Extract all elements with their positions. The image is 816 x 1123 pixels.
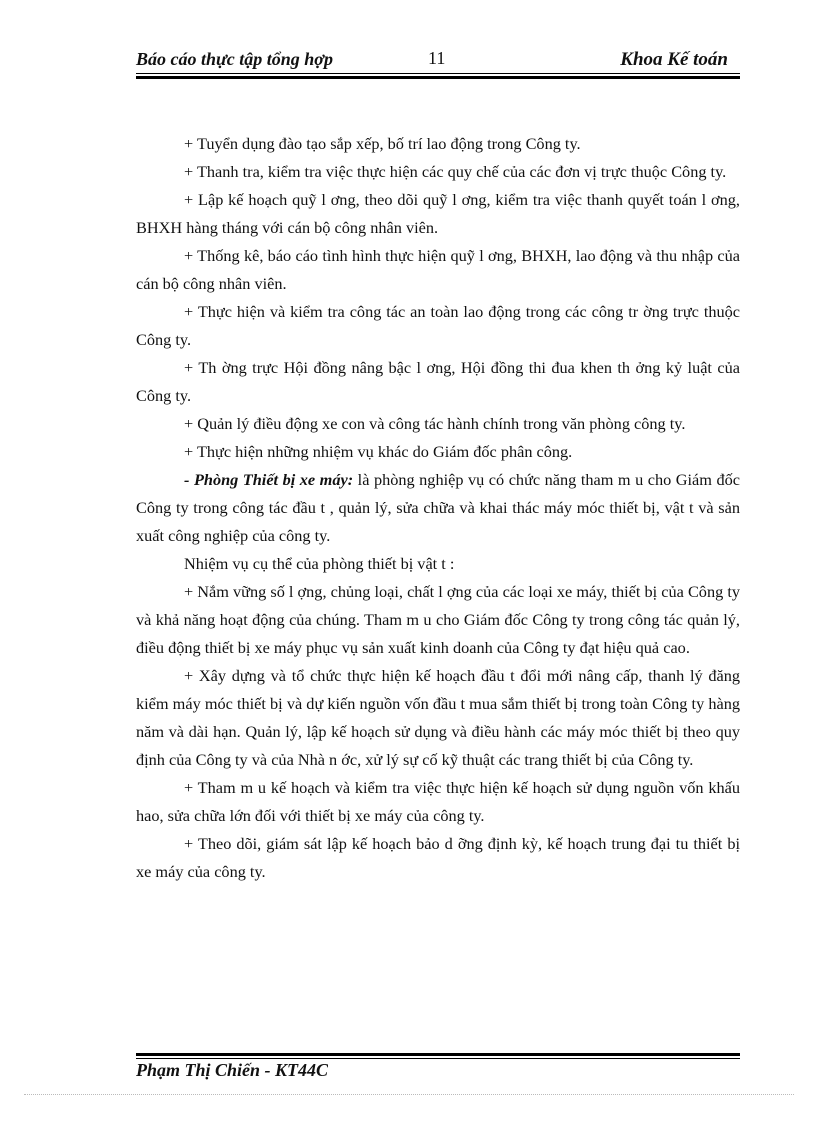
- paragraph: + Tuyển dụng đào tạo sắp xếp, bố trí lao động trong Công ty.: [184, 134, 581, 153]
- footer-rule-thick: [136, 1053, 740, 1056]
- paragraph-department: - Phòng Thiết bị xe máy: là phòng nghiệp vụ có chức năng tham m u cho Giám đốc Công ty trong công tác đầu t , quản lý, sửa chữa và khai thác máy móc thiết bị, vật t và sản xuất công nghiệp của công ty.: [136, 470, 740, 545]
- paragraph: Nhiệm vụ cụ thể của phòng thiết bị vật t :: [184, 554, 455, 573]
- body-text: [136, 130, 740, 886]
- department-name: Khoa Kế toán: [620, 49, 728, 70]
- page-header: [136, 46, 740, 74]
- page-bottom-dotted-line: [24, 1094, 794, 1095]
- report-title: Báo cáo thực tập tổng hợp: [136, 49, 333, 69]
- paragraph: + Th ờng trực Hội đồng nâng bậc l ơng, Hội đồng thi đua khen th ởng kỷ luật của Công ty.: [136, 358, 740, 405]
- paragraph: + Nắm vững số l ợng, chủng loại, chất l ợng của các loại xe máy, thiết bị của Công ty và khả năng hoạt động của chúng. Tham m u cho Giám đốc Công ty trong công tác quản lý, điều động thiết bị xe máy phục vụ sản xuất kinh doanh của Công ty đạt hiệu quả cao.: [136, 582, 740, 657]
- paragraph: + Thống kê, báo cáo tình hình thực hiện quỹ l ơng, BHXH, lao động và thu nhập của cán bộ công nhân viên.: [136, 246, 740, 293]
- paragraph: + Tham m u kế hoạch và kiểm tra việc thực hiện kế hoạch sử dụng nguồn vốn khấu hao, sửa chữa lớn đối với thiết bị xe máy của công ty.: [136, 778, 740, 825]
- paragraph: + Theo dõi, giám sát lập kế hoạch bảo d ỡng định kỳ, kế hoạch trung đại tu thiết bị xe máy của công ty.: [136, 834, 740, 881]
- paragraph: + Quản lý điều động xe con và công tác hành chính trong văn phòng công ty.: [184, 414, 686, 433]
- department-heading: - Phòng Thiết bị xe máy:: [184, 470, 354, 489]
- page-number: 11: [428, 48, 446, 68]
- paragraph: + Lập kế hoạch quỹ l ơng, theo dõi quỹ l ơng, kiểm tra việc thanh quyết toán l ơng, BHXH hàng tháng với cán bộ công nhân viên.: [136, 190, 740, 237]
- paragraph: + Thanh tra, kiểm tra việc thực hiện các quy chế của các đơn vị trực thuộc Công ty.: [184, 162, 727, 181]
- footer-author: Phạm Thị Chiến - KT44C: [136, 1060, 329, 1080]
- footer-rule-thin: [136, 1058, 740, 1059]
- header-rule-thin: [136, 73, 740, 74]
- paragraph: + Xây dựng và tổ chức thực hiện kế hoạch đầu t đổi mới nâng cấp, thanh lý đăng kiểm máy móc thiết bị và dự kiến nguồn vốn đầu t mua sắm thiết bị trong toàn Công ty hàng năm và dài hạn. Quản lý, lập kế hoạch sử dụng và điều hành các máy móc thiết bị theo quy định của Công ty và của Nhà n ớc, xử lý sự cố kỹ thuật các trang thiết bị của Công ty.: [136, 666, 740, 769]
- paragraph: + Thực hiện và kiểm tra công tác an toàn lao động trong các công tr ờng trực thuộc Công ty.: [136, 302, 740, 349]
- header-rule-thick: [136, 76, 740, 79]
- paragraph: + Thực hiện những nhiệm vụ khác do Giám đốc phân công.: [184, 442, 573, 461]
